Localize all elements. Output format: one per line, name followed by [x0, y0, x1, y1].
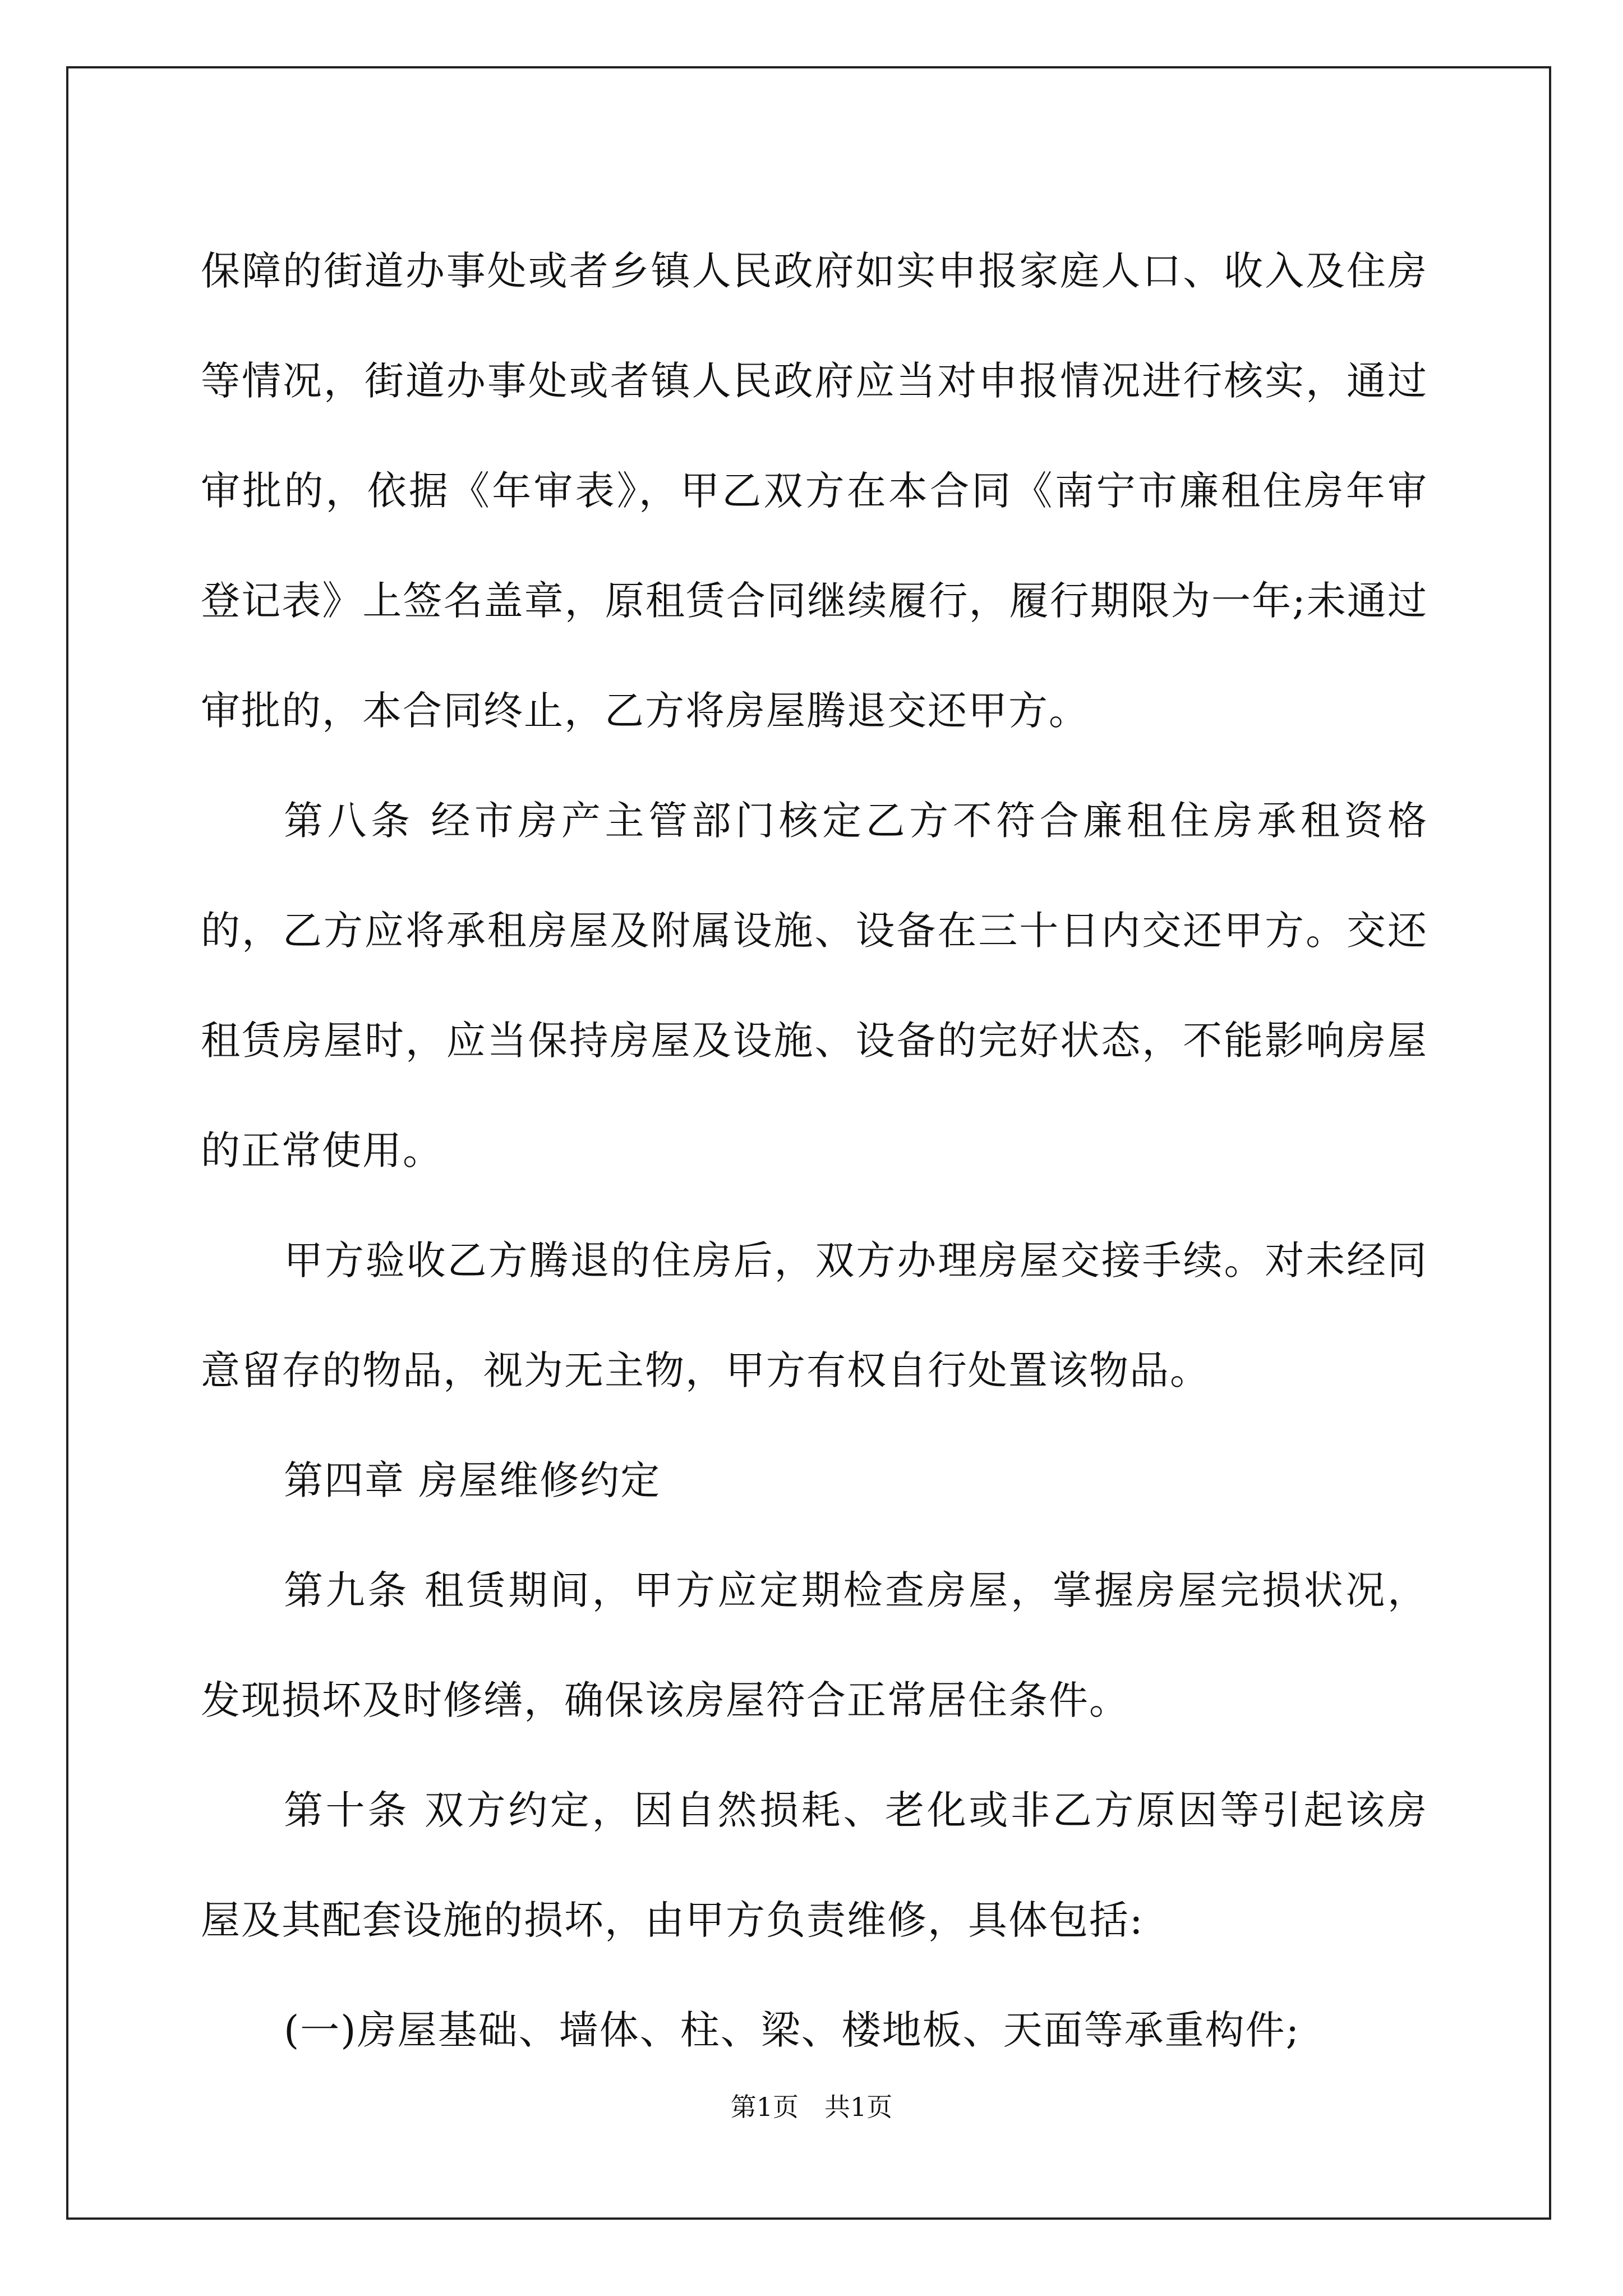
- paragraph-continuation: 保障的街道办事处或者乡镇人民政府如实申报家庭人口、收入及住房等情况，街道办事处或者镇人民政府应当对申报情况进行核实，通过审批的，依据《年审表》，甲乙双方在本合同《南宁市廉租住房年审登记表》上签名盖章，原租赁合同继续履行，履行期限为一年;未通过审批的，本合同终止，乙方将房屋腾退交还甲方。: [201, 248, 1428, 734]
- paragraph-article-8: 第八条 经市房产主管部门核定乙方不符合廉租住房承租资格的，乙方应将承租房屋及附属设施、设备在三十日内交还甲方。交还租赁房屋时，应当保持房屋及设施、设备的完好状态，不能影响房屋的正常使用。: [201, 798, 1428, 1174]
- paragraph-handover: 甲方验收乙方腾退的住房后，双方办理房屋交接手续。对未经同意留存的物品，视为无主物，甲方有权自行处置该物品。: [201, 1237, 1428, 1393]
- list-item-1: (一)房屋基础、墙体、柱、梁、楼地板、天面等承重构件;: [284, 2007, 1301, 2053]
- chapter-heading: 第四章 房屋维修约定: [284, 1457, 661, 1503]
- paragraph-article-10: 第十条 双方约定，因自然损耗、老化或非乙方原因等引起该房屋及其配套设施的损坏，由甲方负责维修，具体包括:: [201, 1787, 1428, 1943]
- document-body: [201, 216, 1428, 2085]
- page-number: 第1页 共1页: [730, 2092, 893, 2122]
- paragraph-article-9: 第九条 租赁期间，甲方应定期检查房屋，掌握房屋完损状况，发现损坏及时修缮，确保该房屋符合正常居住条件。: [201, 1567, 1428, 1723]
